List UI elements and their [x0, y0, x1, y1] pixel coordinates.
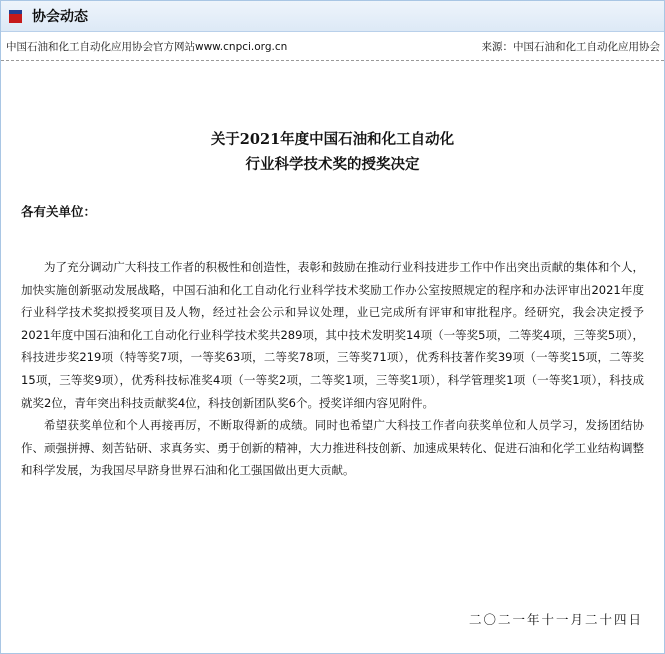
- section-title: 协会动态: [32, 9, 88, 25]
- article-body: [1, 127, 664, 482]
- meta-bar: [1, 32, 664, 61]
- paragraph-2: 希望获奖单位和个人再接再厉，不断取得新的成绩。同时也希望广大科技工作者向获奖单位和人员学习，发扬团结协作、顽强拼搏、刻苦钻研、求真务实、勇于创新的精神，大力推进科技创新、加速成果转化、促进石油和化学工业结构调整和科学发展，为我国尽早跻身世界石油和化工强国做出更大贡献。: [21, 418, 644, 478]
- article-title: [21, 127, 644, 177]
- square-icon: [9, 10, 22, 23]
- salutation: 各有关单位：: [21, 204, 97, 219]
- source-label: 来源：中国石油和化工自动化应用协会: [481, 40, 660, 53]
- article-title-line1: 关于2021年度中国石油和化工自动化: [210, 131, 455, 148]
- article-title-line2: 行业科学技术奖的授奖决定: [245, 156, 420, 173]
- document-date: 二〇二一年十一月二十四日: [468, 612, 643, 627]
- source-site: 中国石油和化工自动化应用协会官方网站www.cnpci.org.cn: [6, 40, 288, 53]
- paragraph-1: 为了充分调动广大科技工作者的积极性和创造性，表彰和鼓励在推动行业科技进步工作中作出突出贡献的集体和个人，加快实施创新驱动发展战略，中国石油和化工自动化行业科学技术奖励工作办公室按照规定的程序和办法评审出2021年度行业科学技术奖拟授奖项目及人物，经过社会公示和异议处理，业已完成所有评审和审批程序。经研究，我会决定授予2021年度中国石油和化工自动化行业科学技术奖共289项，其中技术发明奖14项（一等奖5项，二等奖4项，三等奖5项），科技进步奖219项（特等奖7项，一等奖63项，二等奖78项，三等奖71项），优秀科技著作奖39项（一等奖15项，二等奖15项，三等奖9项），优秀科技标准奖4项（一等奖2项，二等奖1项，三等奖1项），科学管理奖1项（一等奖1项），科技成就奖2位，青年突出科技贡献奖4位，科技创新团队奖6个。授奖详细内容见附件。: [21, 260, 644, 410]
- section-header: [1, 1, 664, 32]
